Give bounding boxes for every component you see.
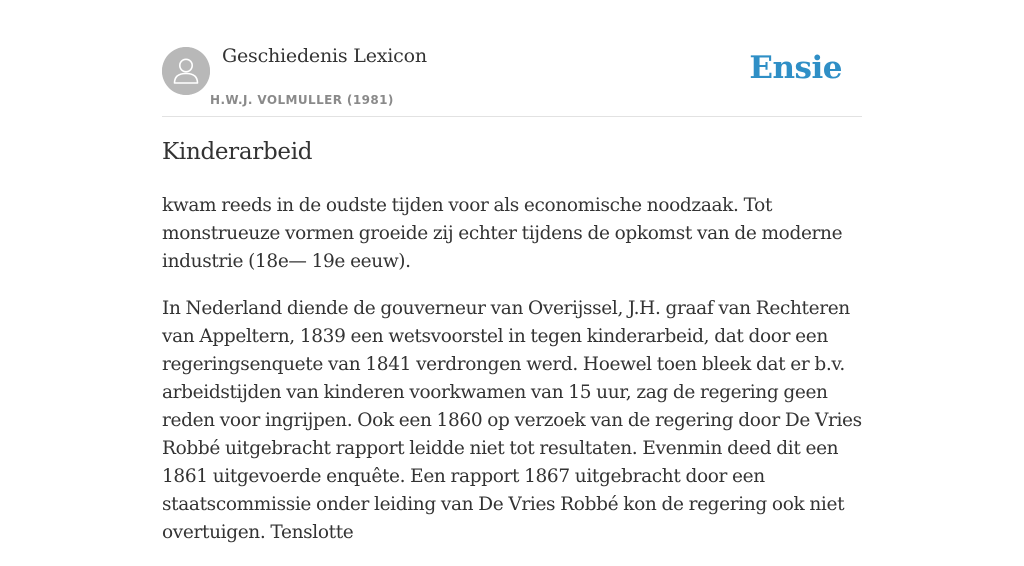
lexicon-title[interactable]: Geschiedenis Lexicon — [222, 45, 427, 67]
article-paragraph: kwam reeds in de oudste tijden voor als economische noodzaak. Tot monstrueuze vormen groeide zij echter tijdens de opkomst van de moderne industrie (18e— 19e eeuw). — [162, 195, 843, 272]
author-byline[interactable]: H.W.J. VOLMULLER (1981) — [210, 93, 394, 107]
brand-logo[interactable]: Ensie — [749, 50, 842, 86]
article-paragraph: In Nederland diende de gouverneur van Overijssel, J.H. graaf van Rechteren van Appeltern, 1839 een wetsvoorstel in tegen kinderarbeid, dat door een regeringsenquete van 1841 verdrongen werd. Hoewel toen bleek dat er b.v. arbeidstijden van kinderen voorkwamen van 15 uur, zag de regering geen reden voor ingrijpen. Ook een 1860 op verzoek van de regering door De Vries Robbé uitgebracht rapport leidde niet tot resultaten. Evenmin deed dit een 1861 uitgevoerde enquête. Een rapport 1867 uitgebracht door een staatscommissie onder leiding van De Vries Robbé kon de regering ook niet overtuigen. Tenslotte — [162, 298, 862, 543]
article-title: Kinderarbeid — [162, 139, 313, 165]
user-placeholder-icon — [162, 47, 210, 95]
article-body — [162, 192, 862, 566]
avatar[interactable] — [162, 47, 210, 95]
lexicon-header — [162, 0, 862, 117]
